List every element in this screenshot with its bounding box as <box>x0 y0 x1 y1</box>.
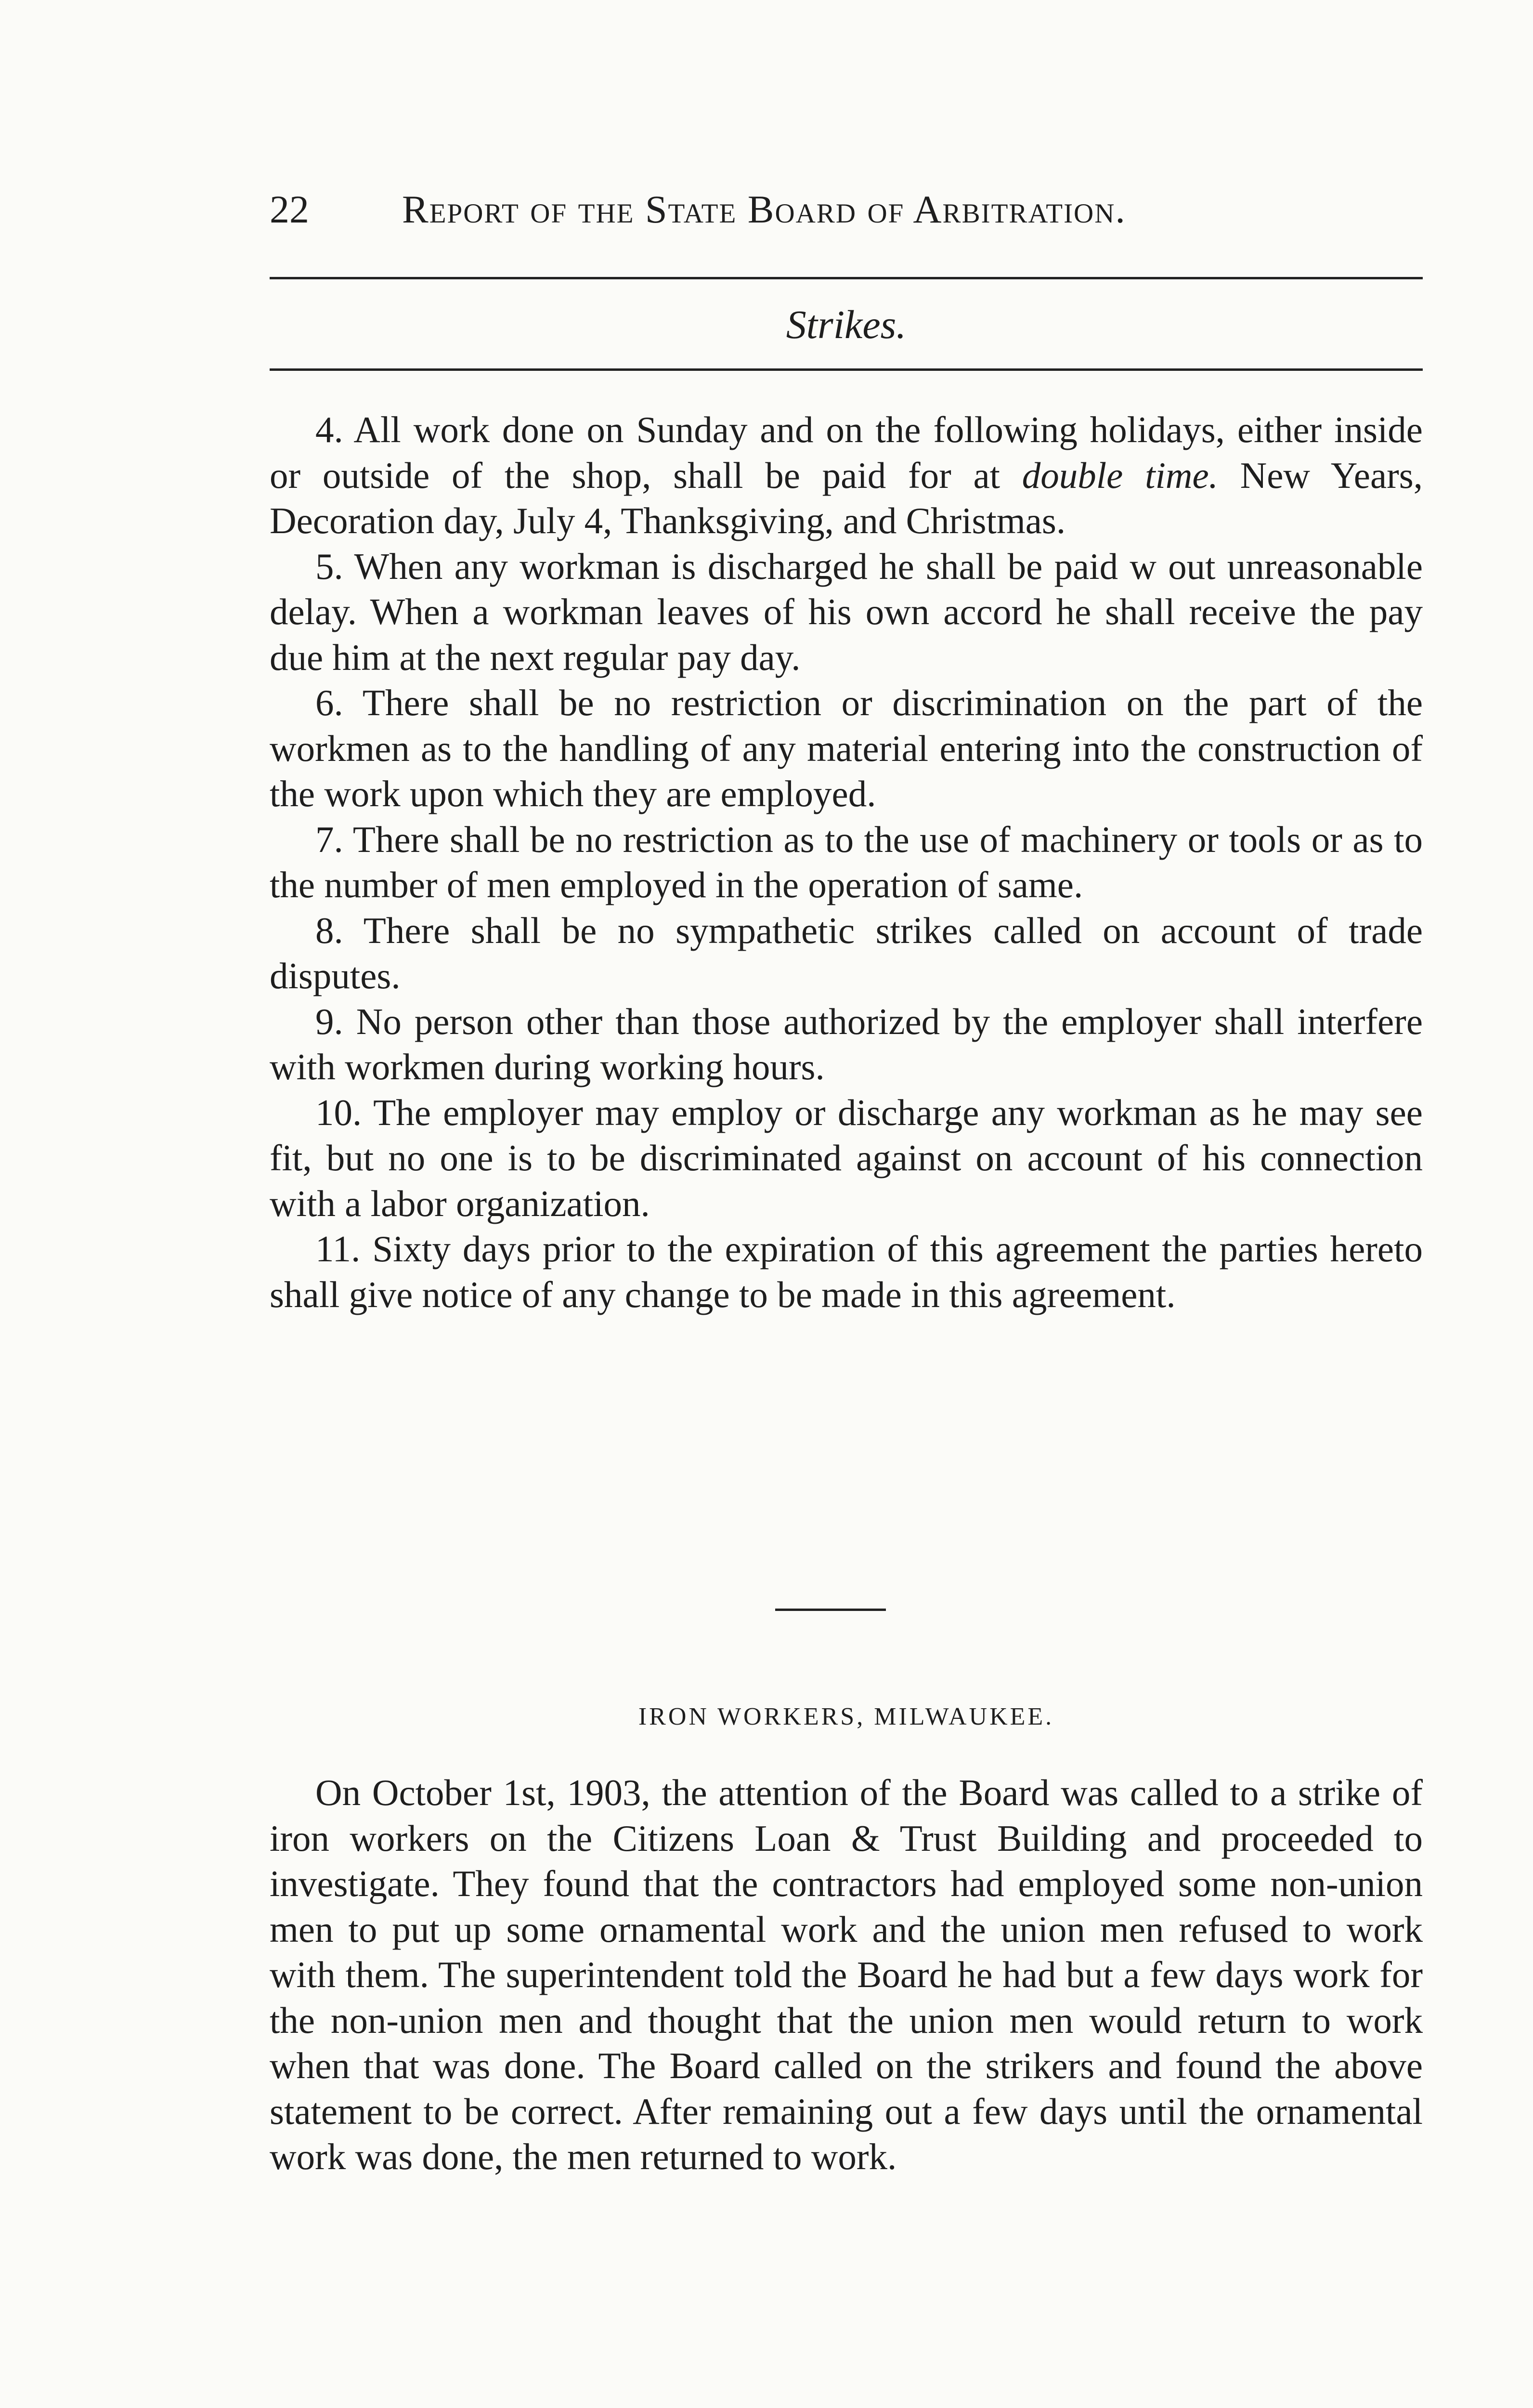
clause-4-text-end: New Years, Decoration day, July 4, Thanksgiving, and Christmas. <box>270 454 1423 541</box>
page-number: 22 <box>270 187 309 231</box>
clause-10: 10. The employer may employ or discharge any workman as he may see fit, but no one is to be discriminated against on account of his connection with a labor organization. <box>270 1091 1423 1224</box>
running-title: Report of the State Board of Arbitration. <box>402 187 1126 231</box>
clause-8: 8. There shall be no sympathetic strikes called on account of trade disputes. <box>270 909 1423 996</box>
clause-5: 5. When any workman is discharged he shall be paid w out unreasonable delay. When a workman leaves of his own accord he shall receive the pay due him at the next regular pay day. <box>270 545 1423 678</box>
clause-4-text: 4. All work done on Sunday and on the following holidays, either inside or outside of the shop, shall be paid for at <box>270 409 1423 496</box>
agreement-clauses <box>270 407 1423 1317</box>
clause-7: 7. There shall be no restriction as to the use of machinery or tools or as to the number of men employed in the operation of same. <box>270 818 1423 905</box>
clause-4-italic: double time. <box>1022 454 1218 496</box>
running-header <box>270 181 1423 238</box>
header-rule-bottom <box>270 368 1423 371</box>
section-heading: Strikes. <box>786 302 907 347</box>
clause-11: 11. Sixty days prior to the expiration of this agreement the parties hereto shall give notice of any change to be made in this agreement. <box>270 1228 1423 1315</box>
clause-4 <box>270 407 1423 544</box>
header-rule-top <box>270 277 1423 279</box>
clause-9: 9. No person other than those authorized by the employer shall interfere with workmen during working hours. <box>270 1000 1423 1087</box>
article-body: On October 1st, 1903, the attention of the Board was called to a strike of iron workers on the Citizens Loan & Trust Building and proceeded to investigate. They found that the contractors had employed some non-union men to put up some ornamental work and the union men refused to work with them. The superintendent told the Board he had but a few days work for the non-union men and thought that the union men would return to work when that was done. The Board called on the strikers and found the above statement to be correct. After remaining out a few days until the ornamental work was done, the men returned to work. <box>270 1772 1423 2177</box>
article-heading: IRON WORKERS, MILWAUKEE. <box>638 1703 1054 1730</box>
clause-6: 6. There shall be no restriction or discrimination on the part of the workmen as to the handling of any material entering into the construction of the work upon which they are employed. <box>270 682 1423 814</box>
section-separator <box>775 1609 886 1611</box>
